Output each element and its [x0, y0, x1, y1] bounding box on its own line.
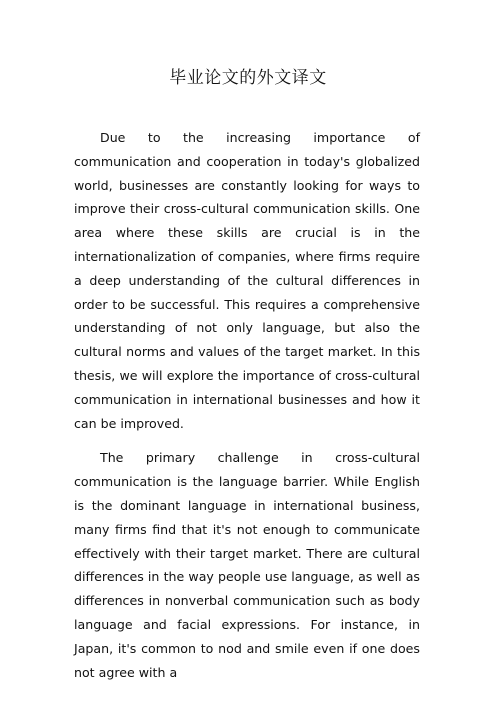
document-body [74, 126, 420, 695]
paragraph: Due to the increasing importance of communication and cooperation in today's globalized world, businesses are constantly looking for ways to improve their cross-cultural communication skills. One area where these skills are crucial is in the internationalization of companies, where firms require a deep understanding of the cultural differences in order to be successful. This requires a comprehensive understanding of not only language, but also the cultural norms and values of the target market. In this thesis, we will explore the importance of cross-cultural communication in international businesses and how it can be improved. [74, 130, 420, 431]
document-title: 毕业论文的外文译文 [169, 68, 327, 88]
paragraph: The primary challenge in cross-cultural communication is the language barrier. While English is the dominant language in international business, many firms find that it's not enough to communicate effectively with their target market. There are cultural differences in the way people use language, as well as differences in nonverbal communication such as body language and facial expressions. For instance, in Japan, it's common to nod and smile even if one does not agree with a [74, 450, 420, 680]
